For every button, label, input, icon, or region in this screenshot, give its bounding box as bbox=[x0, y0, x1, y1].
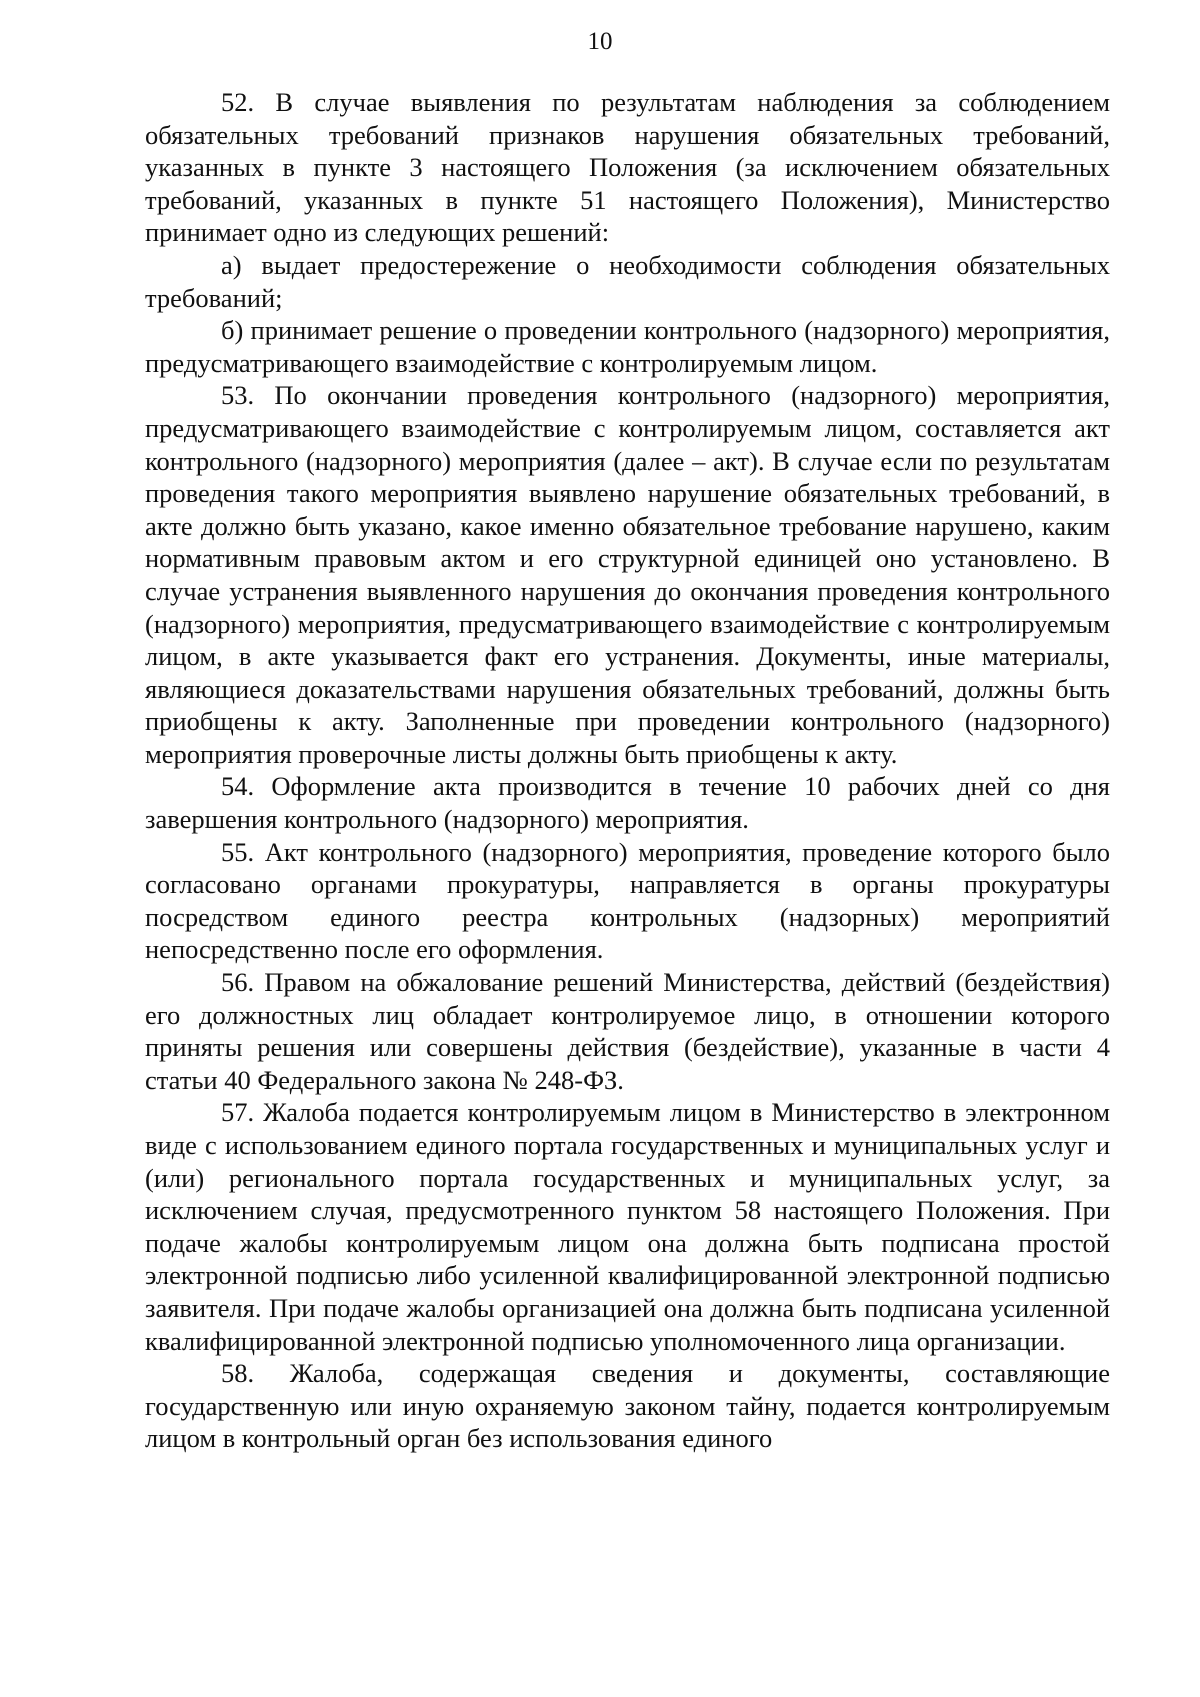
paragraph-52: 52. В случае выявления по результатам наблюдения за соблюдением обязательных требований признаков нарушения обязательных требований, указанных в пункте 3 настоящего Положения (за исключением обязательных требований, указанных в пункте 51 настоящего Положения), Министерство принимает одно из следующих решений: bbox=[145, 87, 1110, 248]
paragraph-57: 57. Жалоба подается контролируемым лицом в Министерство в электронном виде с использованием единого портала государственных и муниципальных услуг и (или) регионального портала государственных и муниципальных услуг, за исключением случая, предусмотренного пунктом 58 настоящего Положения. При подаче жалобы контролируемым лицом она должна быть подписана простой электронной подписью либо усиленной квалифицированной электронной подписью заявителя. При подаче жалобы организацией она должна быть подписана усиленной квалифицированной электронной подписью уполномоченного лица организации. bbox=[145, 1097, 1110, 1356]
paragraph-58: 58. Жалоба, содержащая сведения и документы, составляющие государственную или иную охраняемую законом тайну, подается контролируемым лицом в контрольный орган без использования единого bbox=[145, 1358, 1110, 1454]
paragraph-55: 55. Акт контрольного (надзорного) мероприятия, проведение которого было согласовано органами прокуратуры, направляется в органы прокуратуры посредством единого реестра контрольных (надзорных) мероприятий непосредственно после его оформления. bbox=[145, 836, 1110, 965]
paragraph-56: 56. Правом на обжалование решений Министерства, действий (бездействия) его должностных лиц обладает контролируемое лицо, в отношении которого приняты решения или совершены действия (бездействие), указанные в части 4 статьи 40 Федерального закона № 248-ФЗ. bbox=[145, 967, 1110, 1095]
paragraph-52-item-b: б) принимает решение о проведении контрольного (надзорного) мероприятия, предусматривающего взаимодействие с контролируемым лицом. bbox=[145, 315, 1110, 378]
page-number: 10 bbox=[587, 28, 613, 55]
paragraph-54: 54. Оформление акта производится в течение 10 рабочих дней со дня завершения контрольного (надзорного) мероприятия. bbox=[145, 771, 1110, 835]
paragraph-53: 53. По окончании проведения контрольного (надзорного) мероприятия, предусматривающего взаимодействие с контролируемым лицом, составляется акт контрольного (надзорного) мероприятия (далее – акт). В случае если по результатам проведения такого мероприятия выявлено нарушение обязательных требований, в акте должно быть указано, какое именно обязательное требование нарушено, каким нормативным правовым актом и его структурной единицей оно установлено. В случае устранения выявленного нарушения до окончания проведения контрольного (надзорного) мероприятия, предусматривающего взаимодействие с контролируемым лицом, в акте указывается факт его устранения. Документы, иные материалы, являющиеся доказательствами нарушения обязательных требований, должны быть приобщены к акту. Заполненные при проведении контрольного (надзорного) мероприятия проверочные листы должны быть приобщены к акту. bbox=[145, 380, 1110, 769]
paragraph-52-item-a: а) выдает предостережение о необходимости соблюдения обязательных требований; bbox=[145, 249, 1110, 313]
document-body bbox=[145, 86, 1110, 1455]
